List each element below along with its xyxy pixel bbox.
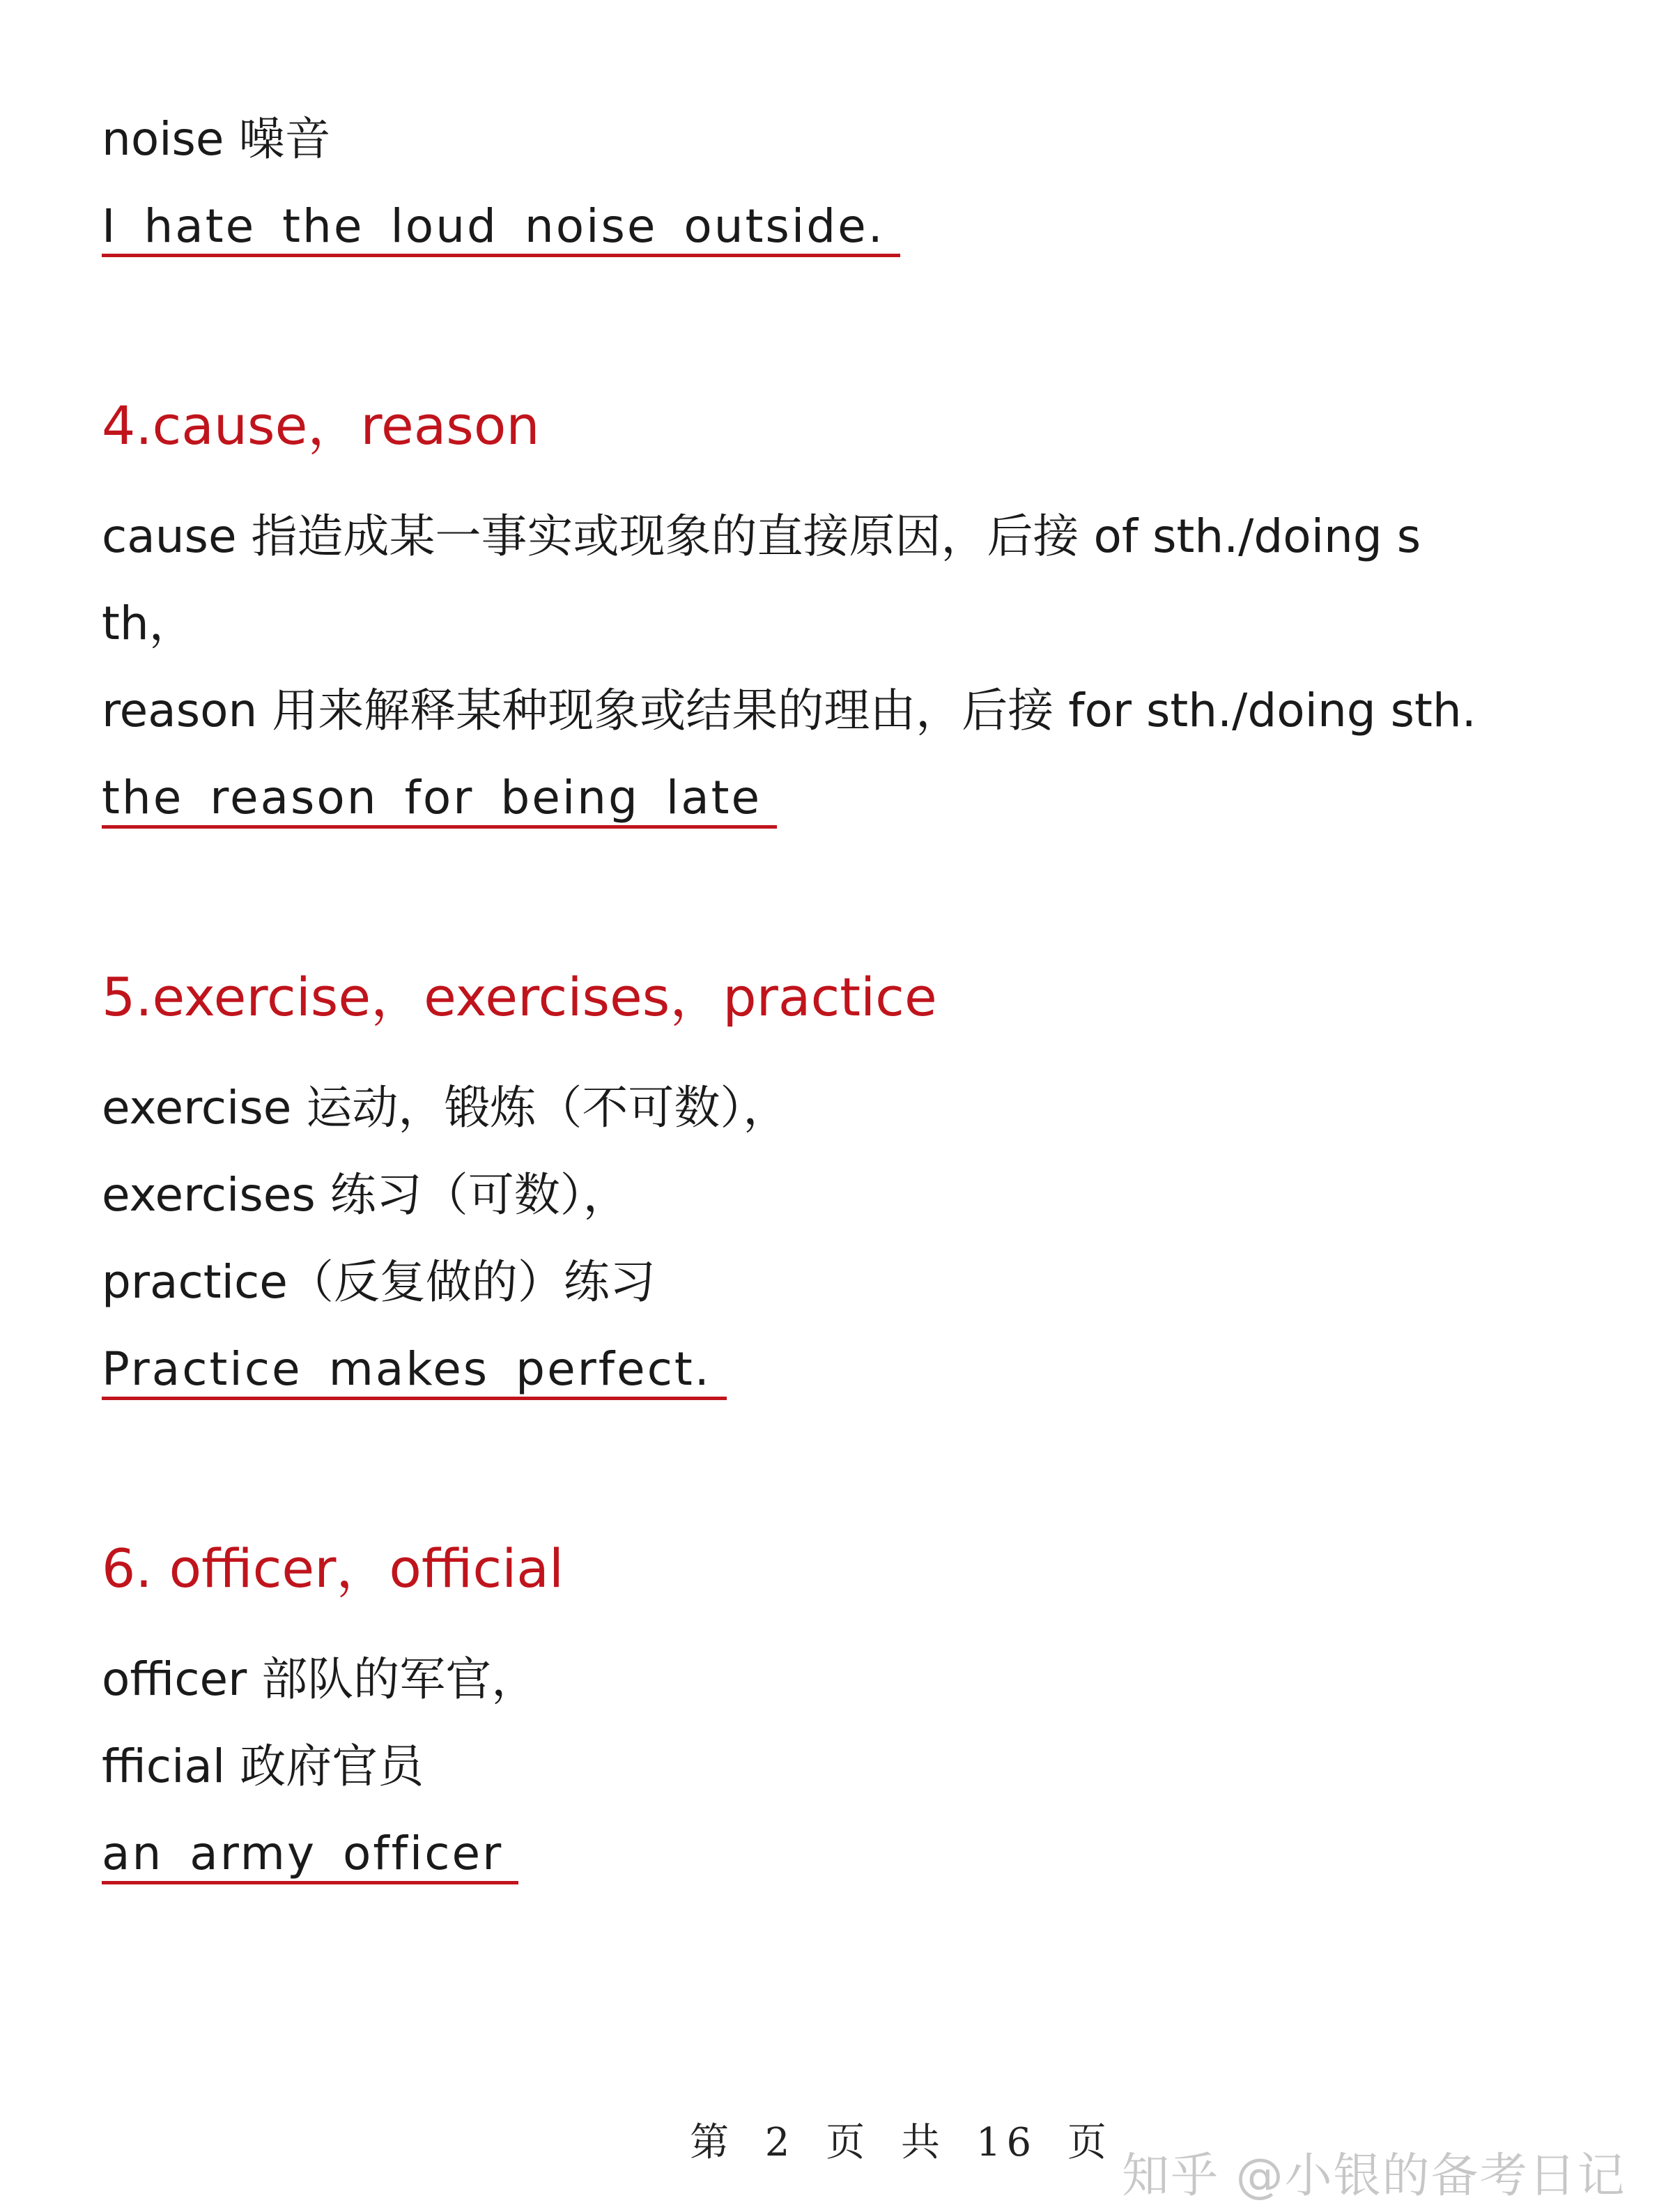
practice-example-text: Practice makes perfect. <box>102 1342 727 1400</box>
officer-example-text: an army officer <box>102 1826 518 1884</box>
section-6-heading: 6. officer，official <box>102 1537 564 1599</box>
noise-example-text: I hate the loud noise outside. <box>102 199 900 257</box>
reason-definition-line: reason 用来解释某种现象或结果的理由，后接 for sth./doing sth. <box>102 684 1476 737</box>
cause-definition-line-1: cause 指造成某一事实或现象的直接原因，后接 of sth./doing s <box>102 509 1421 563</box>
noise-word-line: noise 噪音 <box>102 112 331 166</box>
section-4-heading: 4.cause，reason <box>102 394 540 456</box>
officer-example <box>102 1826 518 1884</box>
practice-definition-line: practice（反复做的）练习 <box>102 1255 656 1309</box>
exercises-definition-line: exercises 练习（可数）， <box>102 1168 629 1222</box>
reason-example-text: the reason for being late <box>102 770 777 829</box>
reason-example <box>102 770 777 829</box>
section-5-heading: 5.exercise，exercises，practice <box>102 966 937 1028</box>
zhihu-watermark: 知乎 @小银的备考日记 <box>1122 2149 1626 2204</box>
cause-definition-line-2: th， <box>102 597 195 650</box>
practice-example <box>102 1342 727 1400</box>
exercise-definition-line: exercise 运动，锻炼（不可数）， <box>102 1081 789 1135</box>
official-definition-line: fficial 政府官员 <box>102 1739 424 1793</box>
page-number: 第 2 页 共 16 页 <box>690 2120 1112 2165</box>
officer-definition-line: officer 部队的军官， <box>102 1652 538 1706</box>
noise-example <box>102 199 900 257</box>
